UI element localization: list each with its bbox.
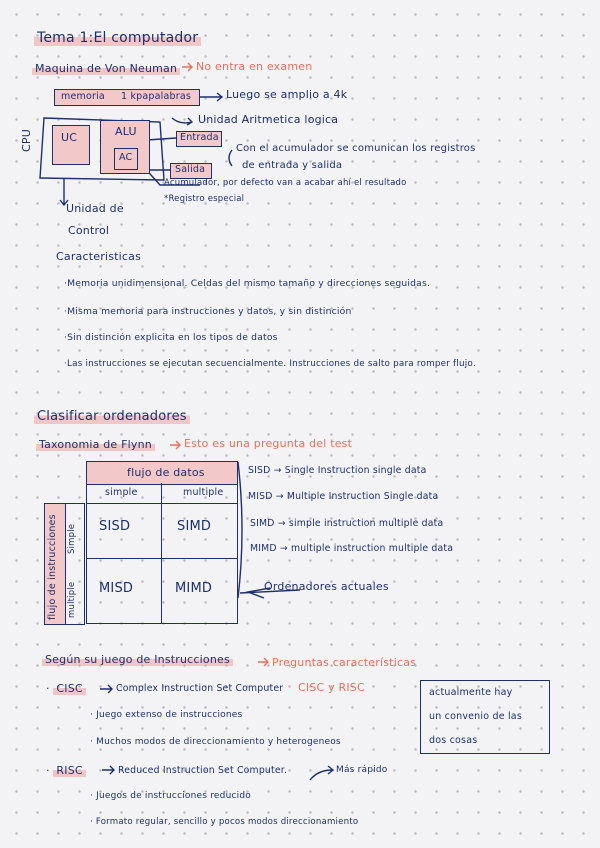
page-title: Tema 1:El computador xyxy=(34,30,201,46)
cisc-item: · Muchos modos de direccionamiento y heterogeneos xyxy=(90,737,341,747)
uc-note-2: Control xyxy=(68,224,110,237)
flujo-instr-label: flujo de instrucciones xyxy=(47,514,58,620)
acumulador-note: Acumulador, por defecto van a acabar ahí el resultado xyxy=(164,178,407,188)
alu-label: ALU xyxy=(115,125,137,138)
von-neumann-note: No entra en examen xyxy=(196,60,313,73)
cisc-item: · Juego extenso de instrucciones xyxy=(90,710,243,720)
col-multiple: multiple xyxy=(183,487,224,498)
convenio-line: un convenio de las xyxy=(429,711,522,722)
memoria-label: memoria xyxy=(61,91,105,102)
def-mimd: MIMD → multiple instruction multiple data xyxy=(250,543,454,554)
cell-mimd: MIMD xyxy=(175,581,213,596)
taxonomia-heading: Taxonomia de Flynn xyxy=(36,438,155,451)
registro-note: *Registro especial xyxy=(164,194,245,204)
actuales-note: Ordenadores actuales xyxy=(264,580,389,593)
def-sisd: SISD → Single Instruction single data xyxy=(248,465,427,476)
cisc-def: Complex Instruction Set Computer xyxy=(116,683,284,694)
uc-label: UC xyxy=(61,131,78,144)
risc-item: · Formato regular, sencillo y pocos modos direccionamiento xyxy=(90,817,359,827)
caracteristicas-heading: Caracteristicas xyxy=(56,250,142,263)
caracteristica-item: ·Misma memoria para instrucciones y datos, y sin distinción xyxy=(64,306,352,317)
flujo-datos-label: flujo de datos xyxy=(127,466,205,479)
cell-simd: SIMD xyxy=(177,519,212,534)
entrada-box xyxy=(176,131,222,147)
entrada-label: Entrada xyxy=(180,132,219,143)
convenio-line: actualmente hay xyxy=(429,687,513,698)
flujo-datos-header xyxy=(86,461,238,485)
clasificar-heading: Clasificar ordenadores xyxy=(34,409,190,424)
flynn-grid xyxy=(86,503,238,624)
acc-note-2: de entrada y salida xyxy=(242,160,343,171)
convenio-box xyxy=(420,680,550,754)
uc-note-1: Unidad de xyxy=(66,202,124,215)
cpu-label: CPU xyxy=(20,129,33,152)
convenio-line: dos cosas xyxy=(429,735,478,746)
risc-def: Reduced Instruction Set Computer. xyxy=(118,765,288,776)
juego-heading: Según su juego de Instrucciones xyxy=(42,653,233,666)
risc-note: Más rápido xyxy=(336,765,388,775)
acc-note-1: Con el acumulador se comunican los registros xyxy=(236,143,476,154)
salida-box xyxy=(170,163,212,179)
memoria-size: 1 kpapalabras xyxy=(121,91,192,102)
caracteristica-item: ·Las instrucciones se ejecutan secuencialmente. Instrucciones de salto para romper flujo. xyxy=(64,359,476,369)
risc-label: · RISC xyxy=(46,764,86,777)
col-headers xyxy=(86,483,238,504)
ac-label: AC xyxy=(119,152,133,163)
juego-note: Preguntas características xyxy=(272,656,417,669)
cell-misd: MISD xyxy=(99,581,134,596)
caracteristica-item: ·Sin distinción explicita en los tipos de datos xyxy=(64,332,278,343)
flujo-instr-header xyxy=(44,503,66,625)
risc-item: · Juegos de instrucciones reducido xyxy=(90,791,251,801)
row-headers xyxy=(64,503,85,625)
von-neumann-heading: Maquina de Von Neuman xyxy=(32,62,180,75)
salida-label: Salida xyxy=(175,164,206,175)
row-simple: Simple xyxy=(67,523,77,554)
uc-box xyxy=(52,125,90,165)
alu-note: Unidad Aritmetica logica xyxy=(198,113,339,126)
cisc-y-risc: CISC y RISC xyxy=(298,681,365,694)
memoria-note: Luego se amplio a 4k xyxy=(226,88,348,101)
col-simple: simple xyxy=(105,487,138,498)
taxonomia-note: Esto es una pregunta del test xyxy=(184,437,353,450)
memoria-box xyxy=(54,89,200,106)
def-misd: MISD → Multiple Instruction Single data xyxy=(248,491,439,502)
def-simd: SIMD → simple instruction multiple data xyxy=(250,518,444,529)
cell-sisd: SISD xyxy=(99,519,131,534)
row-multiple: multiple xyxy=(67,581,77,618)
caracteristica-item: ·Memoria unidimensional. Celdas del mismo tamaño y direcciones seguidas. xyxy=(64,278,431,289)
ac-box xyxy=(114,148,138,170)
cisc-label: · CISC xyxy=(46,682,86,695)
